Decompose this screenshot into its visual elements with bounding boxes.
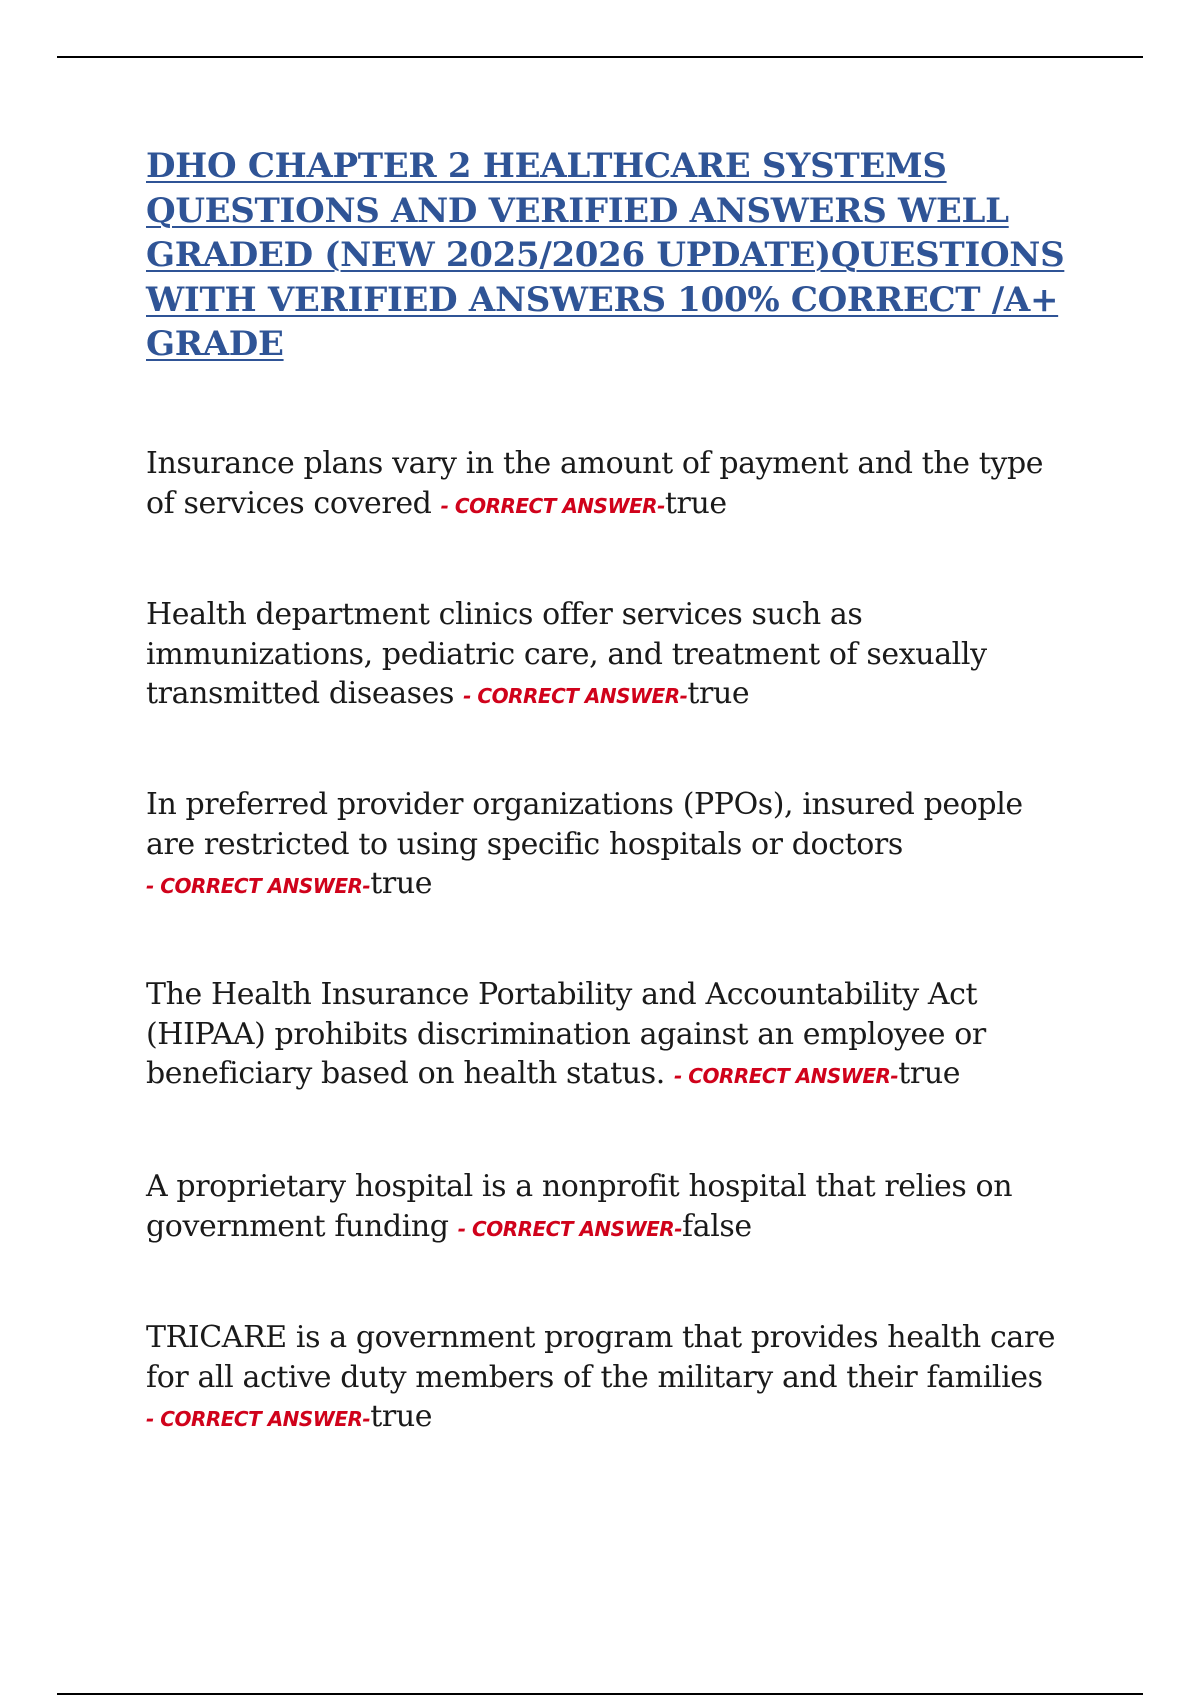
answer-text: true bbox=[370, 866, 433, 901]
correct-answer-marker: - CORRECT ANSWER- bbox=[146, 874, 371, 898]
qa-item-4 bbox=[146, 975, 1076, 1097]
answer-text: true bbox=[687, 676, 750, 711]
qa-item-2 bbox=[146, 595, 1076, 717]
question-text: A proprietary hospital is a nonprofit hospital that relies on government funding bbox=[146, 1169, 1013, 1244]
question-text: The Health Insurance Portability and Accountability Act (HIPAA) prohibits discrimination against an employee or beneficiary based on health status. bbox=[146, 977, 986, 1091]
qa-item-6 bbox=[146, 1318, 1076, 1440]
answer-text: true bbox=[898, 1056, 961, 1091]
qa-item-3 bbox=[146, 785, 1076, 907]
correct-answer-marker: - CORRECT ANSWER- bbox=[457, 1216, 682, 1241]
question-text: Health department clinics offer services such as immunizations, pediatric care, and treatment of sexually transmitted diseases bbox=[146, 597, 987, 711]
correct-answer-marker: - CORRECT ANSWER- bbox=[674, 1064, 899, 1088]
answer-text: true bbox=[370, 1399, 433, 1434]
question-text: TRICARE is a government program that provides health care for all active duty members of the military and their families bbox=[146, 1320, 1056, 1395]
correct-answer-marker: - CORRECT ANSWER- bbox=[440, 493, 665, 518]
question-text: Insurance plans vary in the amount of payment and the type of services covered bbox=[146, 446, 1044, 521]
document-title: DHO CHAPTER 2 HEALTHCARE SYSTEMS QUESTIONS AND VERIFIED ANSWERS WELL GRADED (NEW 2025/2026 UPDATE)QUESTIONS WITH VERIFIED ANSWERS 100% CORRECT /A+ GRADE bbox=[146, 146, 1065, 364]
bottom-rule bbox=[57, 1693, 1143, 1695]
question-text: In preferred provider organizations (PPOs), insured people are restricted to using specific hospitals or doctors bbox=[146, 787, 1023, 862]
qa-item-1 bbox=[146, 444, 1076, 526]
qa-item-5 bbox=[146, 1167, 1076, 1249]
correct-answer-marker: - CORRECT ANSWER- bbox=[146, 1407, 371, 1431]
answer-text: false bbox=[682, 1208, 752, 1244]
correct-answer-marker: - CORRECT ANSWER- bbox=[463, 684, 688, 708]
answer-text: true bbox=[664, 485, 727, 521]
top-rule bbox=[57, 56, 1143, 58]
